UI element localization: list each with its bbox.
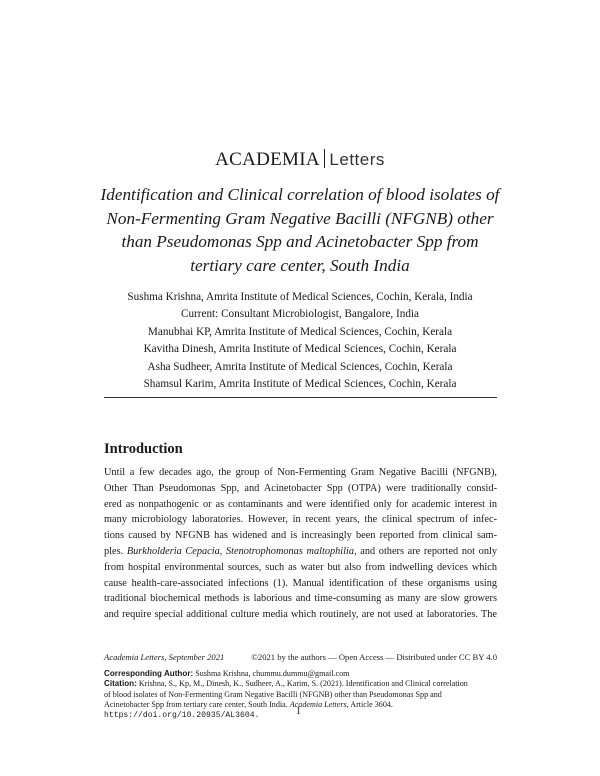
header-divider: [104, 397, 497, 398]
corresponding-author: [104, 669, 504, 679]
body-line: many microbiology laboratories. However, in recent years, the clinical spectrum of infec-: [104, 514, 497, 526]
body-paragraph: [104, 465, 497, 623]
journal-brand: ACADEMIA: [215, 149, 320, 170]
author-line: Kavitha Dinesh, Amrita Institute of Medical Sciences, Cochin, Kerala: [143, 343, 457, 356]
citation-text: Krishna, S., Kp, M., Dinesh, K., Sudheer, A., Karim, S. (2021). Identification and Clinical correlation: [136, 679, 468, 689]
citation-line: [104, 679, 504, 689]
body-line: and require special additional culture media which routinely, are not used at laboratories. The: [104, 609, 497, 621]
title-line: Non-Fermenting Gram Negative Bacilli (NFGNB) other: [106, 208, 494, 228]
citation-line: [104, 700, 504, 710]
body-line: [104, 544, 497, 560]
author-line: Sushma Krishna, Amrita Institute of Medical Sciences, Cochin, Kerala, India: [127, 291, 473, 303]
footer-journal-date: Academia Letters, September 2021: [104, 652, 225, 662]
body-line: traditional biochemical methods is laborious and time-consuming as many are slow growers: [104, 593, 497, 605]
body-line: from hospital environmental sources, such as water but also from indwelling devices which: [104, 561, 497, 573]
citation-text: Acinetobacter Spp from tertiary care center, South India.: [104, 700, 290, 710]
species-names: Burkholderia Cepacia, Stenotrophomonas maltophilia,: [126, 545, 357, 557]
journal-masthead: [0, 149, 600, 171]
author-line: Asha Sudheer, Amrita Institute of Medical Sciences, Cochin, Kerala: [147, 360, 453, 373]
paper-title: [90, 183, 510, 277]
author-line: Shamsul Karim, Amrita Institute of Medical Sciences, Cochin, Kerala: [143, 378, 457, 391]
body-text-run: and others are reported not only: [356, 545, 497, 557]
corresponding-label: Corresponding Author:: [104, 669, 194, 678]
page-number: 1: [296, 706, 301, 717]
citation-journal: Academia Letters: [289, 700, 347, 710]
author-list: [0, 289, 600, 393]
author-line: Manubhai KP, Amrita Institute of Medical Sciences, Cochin, Kerala: [147, 325, 453, 338]
body-line: cause health-care-associated infections (1). Manual identification of these organisms using: [104, 577, 497, 589]
body-text-run: ples.: [104, 545, 127, 557]
journal-series: Letters: [329, 150, 385, 169]
citation-label: Citation:: [104, 679, 137, 689]
title-line: tertiary care center, South India: [190, 255, 410, 275]
body-line: ered as nonpathogenic or as contaminants and were identified only for academic interest in: [104, 498, 497, 510]
title-line: Identification and Clinical correlation of blood isolates of: [100, 185, 500, 204]
title-line: than Pseudomonas Spp and Acinetobacter Spp from: [121, 232, 479, 251]
body-line: Other Than Pseudomonas Spp, and Acinetobacter Spp (OTPA) were traditionally consid-: [104, 482, 497, 494]
body-line: Until a few decades ago, the group of Non-Fermenting Gram Negative Bacilli (NFGNB),: [104, 467, 497, 478]
body-line: tions caused by NFGNB has widened and is increasingly been reported from clinical sam-: [104, 530, 497, 542]
footer-license: ©2021 by the authors — Open Access — Distributed under CC BY 4.0: [251, 652, 497, 662]
masthead-divider: [324, 149, 326, 168]
section-heading: Introduction: [104, 441, 183, 457]
doi-link[interactable]: https://doi.org/10.20935/AL3604.: [104, 710, 260, 720]
author-line: Current: Consultant Microbiologist, Bangalore, India: [180, 308, 419, 321]
citation-block: [104, 669, 504, 721]
citation-line: of blood isolates of Non-Fermenting Gram Negative Bacilli (NFGNB) other than Pseudomonas Spp and: [104, 689, 442, 699]
corresponding-value: Sushma Krishna, chummu.dummu@gmail.com: [193, 669, 350, 678]
citation-text: , Article 3604.: [346, 700, 393, 710]
